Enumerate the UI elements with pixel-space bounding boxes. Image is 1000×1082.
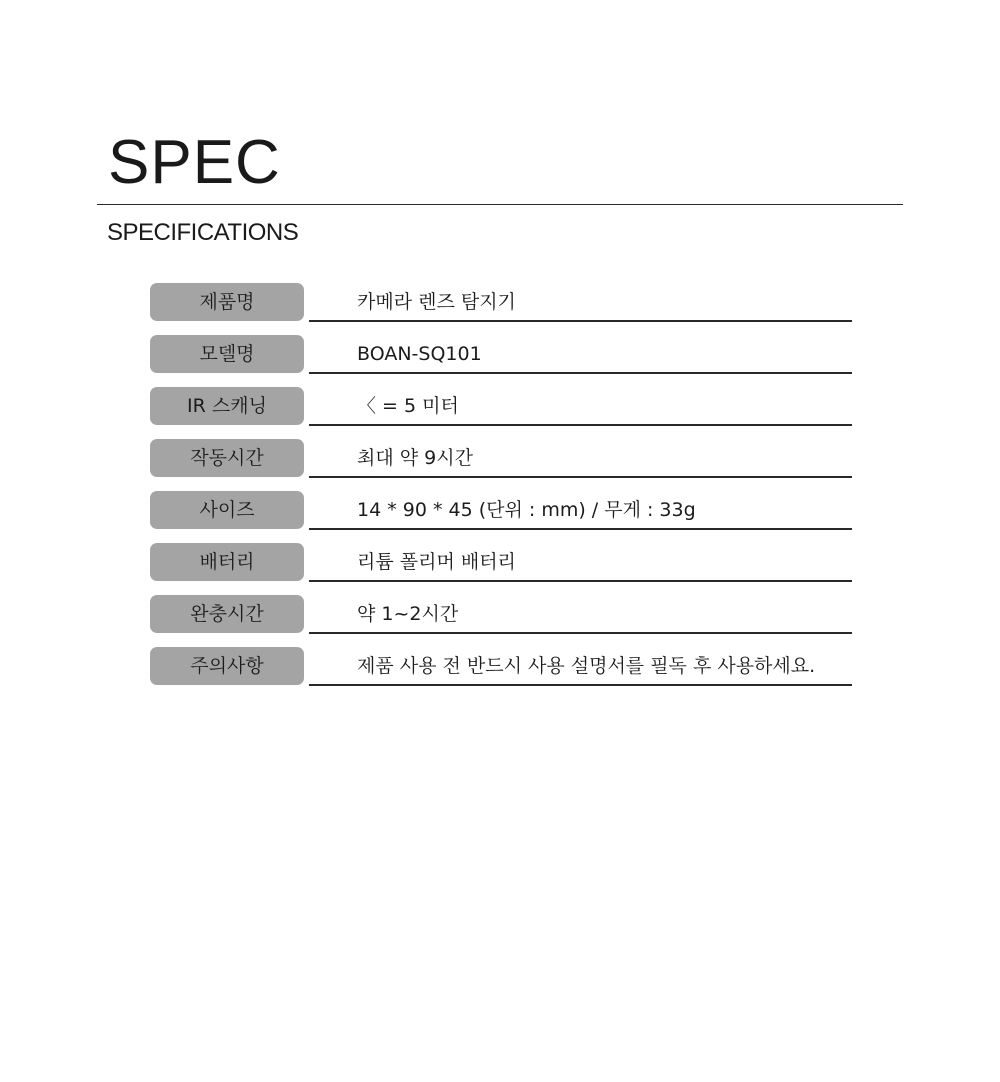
page-title: SPEC: [108, 128, 281, 197]
spec-label: 모델명: [150, 335, 304, 373]
spec-label: 주의사항: [150, 647, 304, 685]
spec-value: 〈 = 5 미터: [357, 395, 459, 417]
row-divider: [309, 320, 852, 322]
spec-row-product-name: [150, 283, 852, 335]
spec-label: 배터리: [150, 543, 304, 581]
row-divider: [309, 528, 852, 530]
spec-label: 제품명: [150, 283, 304, 321]
spec-row-size: [150, 491, 852, 543]
spec-table: [150, 283, 852, 699]
spec-value: BOAN-SQ101: [357, 343, 482, 365]
page-subtitle: SPECIFICATIONS: [107, 219, 299, 246]
spec-label: 작동시간: [150, 439, 304, 477]
spec-label: 완충시간: [150, 595, 304, 633]
spec-row-caution: [150, 647, 852, 699]
row-divider: [309, 632, 852, 634]
spec-value: 약 1~2시간: [357, 603, 459, 625]
spec-label: IR 스캐닝: [150, 387, 304, 425]
spec-label: 사이즈: [150, 491, 304, 529]
row-divider: [309, 372, 852, 374]
spec-value: 제품 사용 전 반드시 사용 설명서를 필독 후 사용하세요.: [357, 655, 816, 677]
spec-row-battery: [150, 543, 852, 595]
spec-value: 최대 약 9시간: [357, 447, 473, 469]
spec-row-operating-time: [150, 439, 852, 491]
spec-value: 카메라 렌즈 탐지기: [357, 291, 516, 313]
title-divider: [97, 204, 903, 205]
row-divider: [309, 476, 852, 478]
spec-value: 14 * 90 * 45 (단위 : mm) / 무게 : 33g: [357, 499, 696, 521]
spec-row-charge-time: [150, 595, 852, 647]
row-divider: [309, 580, 852, 582]
spec-value: 리튬 폴리머 배터리: [357, 551, 516, 573]
row-divider: [309, 424, 852, 426]
spec-row-ir-scanning: [150, 387, 852, 439]
spec-row-model-name: [150, 335, 852, 387]
row-divider: [309, 684, 852, 686]
